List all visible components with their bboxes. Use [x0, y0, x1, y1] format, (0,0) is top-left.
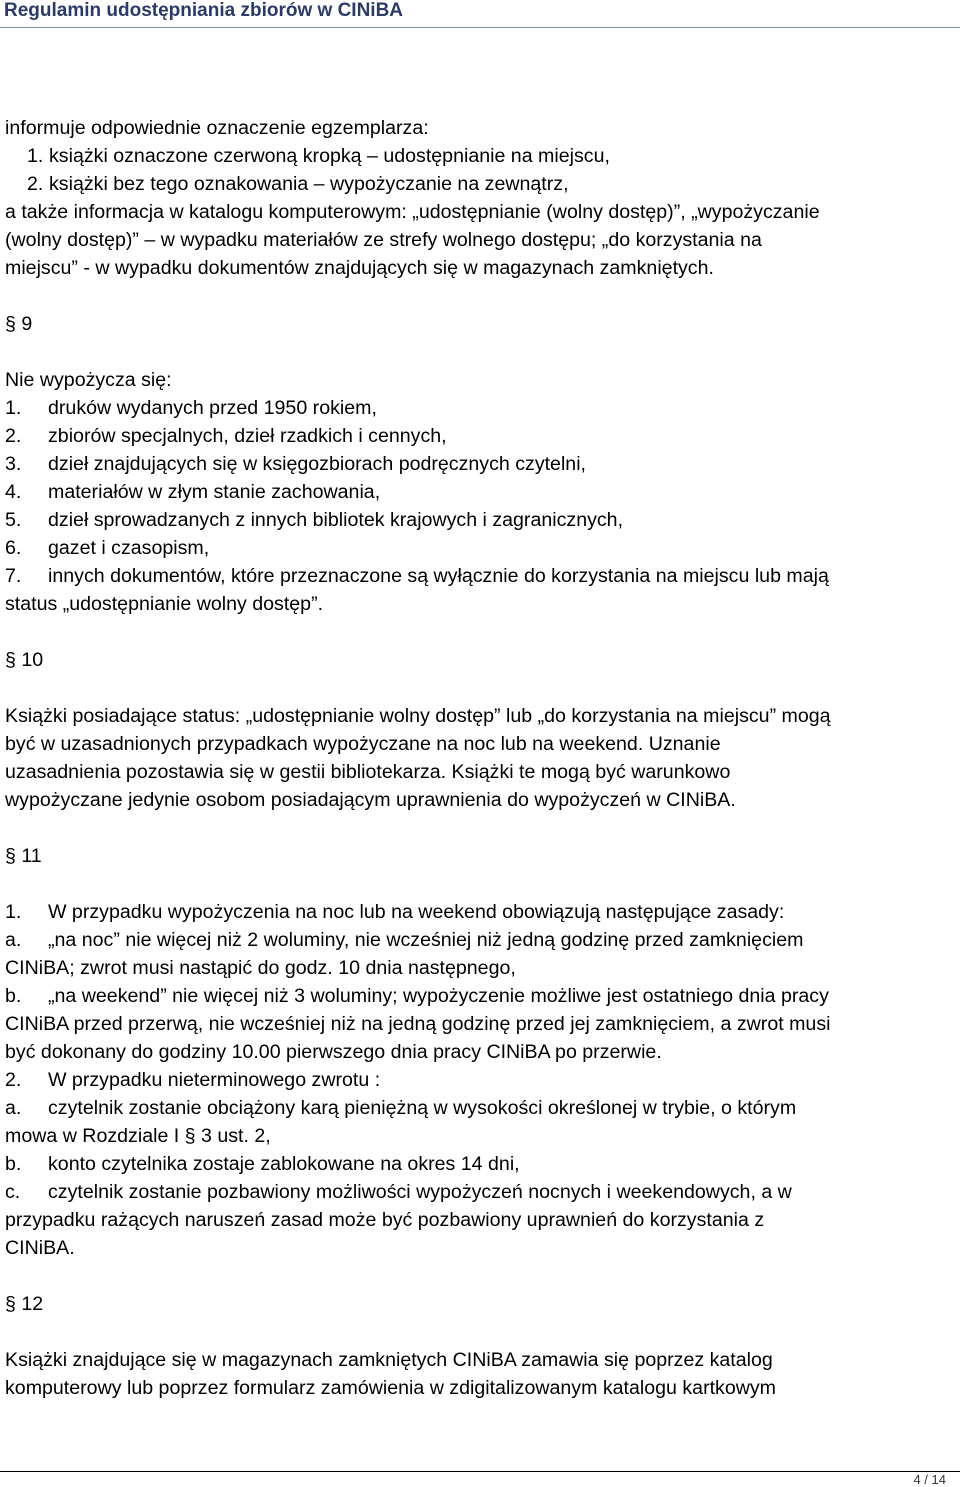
page-header: [0, 0, 960, 28]
list-item: 1. W przypadku wypożyczenia na noc lub na weekend obowiązują następujące zasady:: [5, 901, 785, 923]
list-item: c. czytelnik zostanie pozbawiony możliwości wypożyczeń nocnych i weekendowych, a w: [5, 1181, 792, 1203]
text-line: status „udostępnianie wolny dostęp”.: [5, 593, 324, 615]
list-item: 4. materiałów w złym stanie zachowania,: [5, 481, 381, 503]
text-line: Książki posiadające status: „udostępnianie wolny dostęp” lub „do korzystania na miejscu” mogą: [5, 705, 831, 727]
text-line: być w uzasadnionych przypadkach wypożyczane na noc lub na weekend. Uznanie: [5, 733, 721, 755]
text-line: informuje odpowiednie oznaczenie egzemplarza:: [5, 117, 429, 139]
text-line: przypadku rażących naruszeń zasad może być pozbawiony uprawnień do korzystania z: [5, 1209, 765, 1231]
list-item: b. „na weekend” nie więcej niż 3 woluminy; wypożyczenie możliwe jest ostatniego dnia pracy: [5, 985, 829, 1007]
text-line: CINiBA.: [5, 1237, 75, 1259]
list-item: b. konto czytelnika zostaje zablokowane na okres 14 dni,: [5, 1153, 520, 1175]
section-heading-10: § 10: [5, 649, 44, 671]
text-line: miejscu” - w wypadku dokumentów znajdujących się w magazynach zamkniętych.: [5, 257, 714, 279]
list-item: a. czytelnik zostanie obciążony karą pieniężną w wysokości określonej w trybie, o którym: [5, 1097, 797, 1119]
document-body: [5, 114, 953, 1402]
list-item: 2. zbiorów specjalnych, dzieł rzadkich i cennych,: [5, 425, 447, 447]
footer-divider: [0, 1471, 960, 1472]
page-number: 4 / 14: [913, 1472, 946, 1487]
list-item: 3. dzieł znajdujących się w księgozbiorach podręcznych czytelni,: [5, 453, 587, 475]
text-line: być dokonany do godziny 10.00 pierwszego dnia pracy CINiBA po przerwie.: [5, 1041, 662, 1063]
list-item: 1. książki oznaczone czerwoną kropką – udostępnianie na miejscu,: [27, 145, 610, 167]
header-divider: [0, 27, 960, 28]
section-intro: Nie wypożycza się:: [5, 369, 172, 391]
text-line: Książki znajdujące się w magazynach zamkniętych CINiBA zamawia się poprzez katalog: [5, 1349, 773, 1371]
list-item: 1. druków wydanych przed 1950 rokiem,: [5, 397, 377, 419]
text-line: a także informacja w katalogu komputerowym: „udostępnianie (wolny dostęp)”, „wypożyczanie: [5, 201, 820, 223]
list-item: 5. dzieł sprowadzanych z innych bibliotek krajowych i zagranicznych,: [5, 509, 624, 531]
text-line: CINiBA; zwrot musi nastąpić do godz. 10 dnia następnego,: [5, 957, 516, 979]
section-heading-9: § 9: [5, 313, 33, 335]
text-line: mowa w Rozdziale I § 3 ust. 2,: [5, 1125, 271, 1147]
list-item: a. „na noc” nie więcej niż 2 woluminy, nie wcześniej niż jedną godzinę przed zamknięciem: [5, 929, 804, 951]
list-item: 2. książki bez tego oznakowania – wypożyczanie na zewnątrz,: [27, 173, 569, 195]
document-title: Regulamin udostępniania zbiorów w CINiBA: [4, 0, 404, 21]
text-line: komputerowy lub poprzez formularz zamówienia w zdigitalizowanym katalogu kartkowym: [5, 1377, 776, 1399]
list-item: 2. W przypadku nieterminowego zwrotu :: [5, 1069, 381, 1091]
section-heading-12: § 12: [5, 1293, 44, 1315]
text-line: CINiBA przed przerwą, nie wcześniej niż na jedną godzinę przed jej zamknięciem, a zwrot musi: [5, 1013, 831, 1035]
list-item: 6. gazet i czasopism,: [5, 537, 210, 559]
text-line: uzasadnienia pozostawia się w gestii bibliotekarza. Książki te mogą być warunkowo: [5, 761, 731, 783]
text-line: wypożyczane jedynie osobom posiadającym uprawnienia do wypożyczeń w CINiBA.: [5, 789, 736, 811]
section-heading-11: § 11: [5, 845, 42, 867]
text-line: (wolny dostęp)” – w wypadku materiałów ze strefy wolnego dostępu; „do korzystania na: [5, 229, 762, 251]
list-item: 7. innych dokumentów, które przeznaczone są wyłącznie do korzystania na miejscu lub mają: [5, 565, 829, 587]
